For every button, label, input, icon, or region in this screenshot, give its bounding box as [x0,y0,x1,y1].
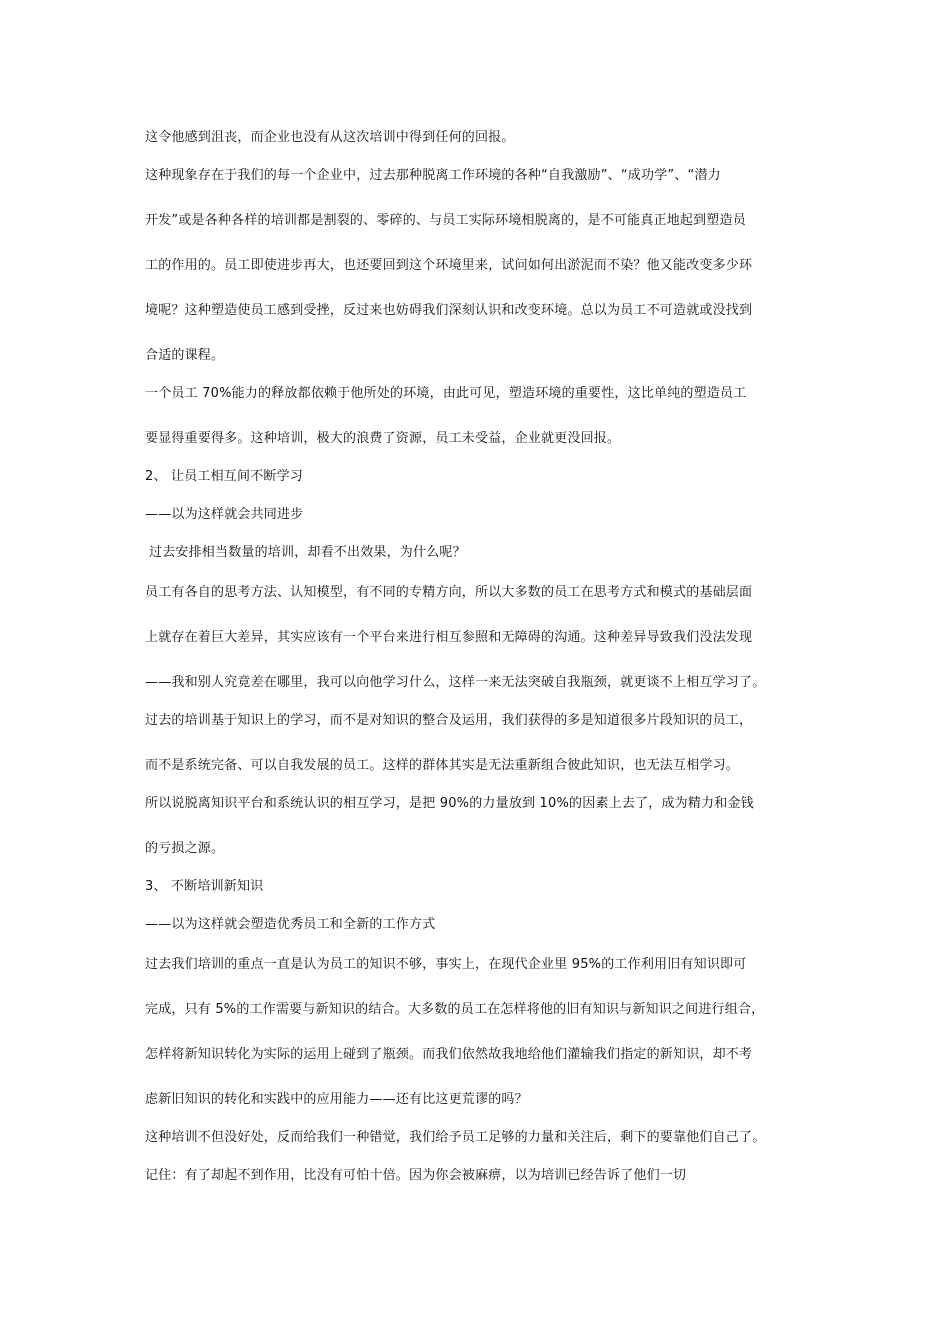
paragraph-line: 境呢？这种塑造使员工感到受挫，反过来也妨碍我们深刻认识和改变环境。总以为员工不可造就或没找到 [145,303,753,318]
section-subheading: ——以为这样就会塑造优秀员工和全新的工作方式 [145,917,436,932]
paragraph-line: 过去的培训基于知识上的学习，而不是对知识的整合及运用，我们获得的多是知道很多片段知识的员工， [145,713,753,728]
paragraph-line: 开发”或是各种各样的培训都是割裂的、零碎的、与员工实际环境相脱离的，是不可能真正地起到塑造员 [145,213,746,228]
paragraph-line: 工的作用的。员工即使进步再大，也还要回到这个环境里来，试问如何出淤泥而不染？他又能改变多少环 [145,258,753,273]
paragraph-line: 上就存在着巨大差异，其实应该有一个平台来进行相互参照和无障碍的沟通。这种差异导致我们没法发现 [145,630,753,645]
paragraph-line: 完成，只有 5%的工作需要与新知识的结合。大多数的员工在怎样将他的旧有知识与新知识之间进行组合， [145,1002,765,1017]
paragraph-line: 这种培训不但没好处，反而给我们一种错觉，我们给予员工足够的力量和关注后，剩下的要靠他们自己了。 [145,1130,766,1145]
paragraph-line: 记住：有了却起不到作用，比没有可怕十倍。因为你会被麻痹，以为培训已经告诉了他们一切 [145,1168,687,1183]
paragraph-line: 虑新旧知识的转化和实践中的应用能力——还有比这更荒谬的吗？ [145,1092,528,1107]
paragraph-line: 一个员工 70%能力的释放都依赖于他所处的环境，由此可见，塑造环境的重要性，这比单纯的塑造员工 [145,386,747,401]
section-subheading: ——以为这样就会共同进步 [145,507,304,522]
paragraph-line: ——我和别人究竟差在哪里，我可以向他学习什么，这样一来无法突破自我瓶颈，就更谈不上相互学习了。 [145,675,766,690]
paragraph-line: 过去我们培训的重点一直是认为员工的知识不够，事实上，在现代企业里 95%的工作利用旧有知识即可 [145,957,747,972]
paragraph-line: 要显得重要得多。这种培训，极大的浪费了资源，员工未受益，企业就更没回报。 [145,431,621,446]
paragraph-line: 而不是系统完备、可以自我发展的员工。这样的群体其实是无法重新组合彼此知识，也无法互相学习。 [145,758,740,773]
paragraph-line: 过去安排相当数量的培训，却看不出效果，为什么呢？ [149,545,466,560]
paragraph-line: 的亏损之源。 [145,841,225,856]
paragraph-line: 合适的课程。 [145,348,225,363]
paragraph-line: 这种现象存在于我们的每一个企业中，过去那种脱离工作环境的各种“自我激励”、“成功学”、“潜力 [145,168,721,183]
section-heading: 3、 不断培训新知识 [145,879,264,894]
paragraph-line: 员工有各自的思考方法、认知模型，有不同的专精方向，所以大多数的员工在思考方式和模式的基础层面 [145,585,753,600]
paragraph-line: 所以说脱离知识平台和系统认识的相互学习，是把 90%的力量放到 10%的因素上去了，成为精力和金钱 [145,796,754,811]
paragraph-line: 怎样将新知识转化为实际的运用上碰到了瓶颈。而我们依然故我地给他们灌输我们指定的新知识，却不考 [145,1047,753,1062]
paragraph-line: 这令他感到沮丧，而企业也没有从这次培训中得到任何的回报。 [145,130,515,145]
section-heading: 2、 让员工相互间不断学习 [145,469,304,484]
